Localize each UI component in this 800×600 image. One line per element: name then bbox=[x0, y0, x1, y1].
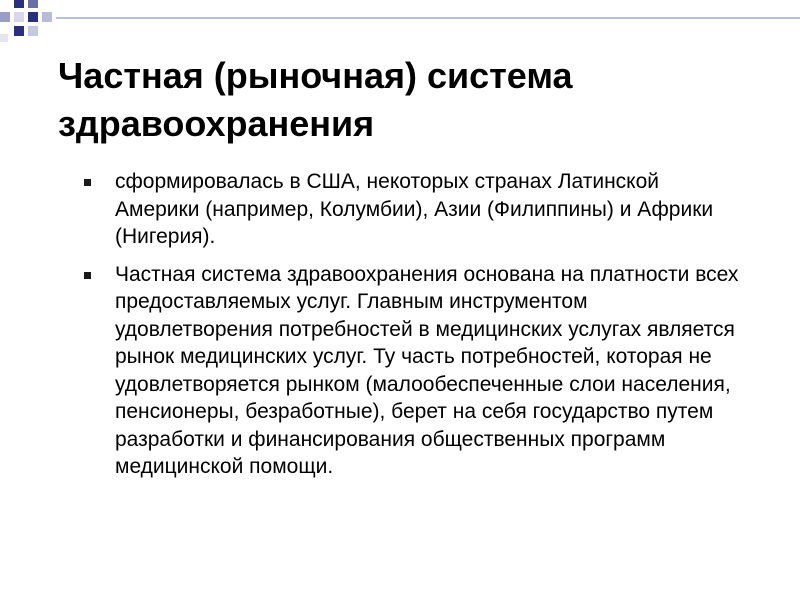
deco-square bbox=[0, 12, 10, 22]
bullet-text: Частная система здравоохранения основана на платности всех предоставляемых услуг. Главным инструментом удовлетворения потребностей в медицинских услугах является рынок медицинских услуг. Ту часть потребностей, которая не удовлетворяется рынком (малообеспеченные слои населения, пенсионеры, безработные), берет на себя государство путем разработки и финансирования общественных программ медицинской помощи. bbox=[115, 262, 739, 478]
square-bullet-icon bbox=[84, 179, 91, 186]
slide-title: Частная (рыночная) система здравоохранения bbox=[58, 55, 573, 144]
deco-square bbox=[28, 0, 38, 8]
square-bullet-icon bbox=[84, 272, 91, 279]
deco-square bbox=[14, 26, 24, 36]
bullet-item bbox=[82, 261, 742, 481]
deco-square bbox=[14, 12, 24, 22]
deco-square bbox=[28, 26, 38, 36]
deco-square bbox=[42, 12, 52, 22]
bullet-text: сформировалась в США, некоторых странах Латинской Америки (например, Колумбии), Азии (Филиппины) и Африки (Нигерия). bbox=[115, 170, 714, 248]
bullet-item bbox=[82, 168, 742, 251]
deco-square bbox=[0, 34, 8, 42]
deco-square bbox=[28, 12, 38, 22]
corner-squares-decoration bbox=[0, 0, 800, 44]
bullet-list bbox=[82, 168, 742, 491]
deco-square bbox=[14, 0, 24, 8]
